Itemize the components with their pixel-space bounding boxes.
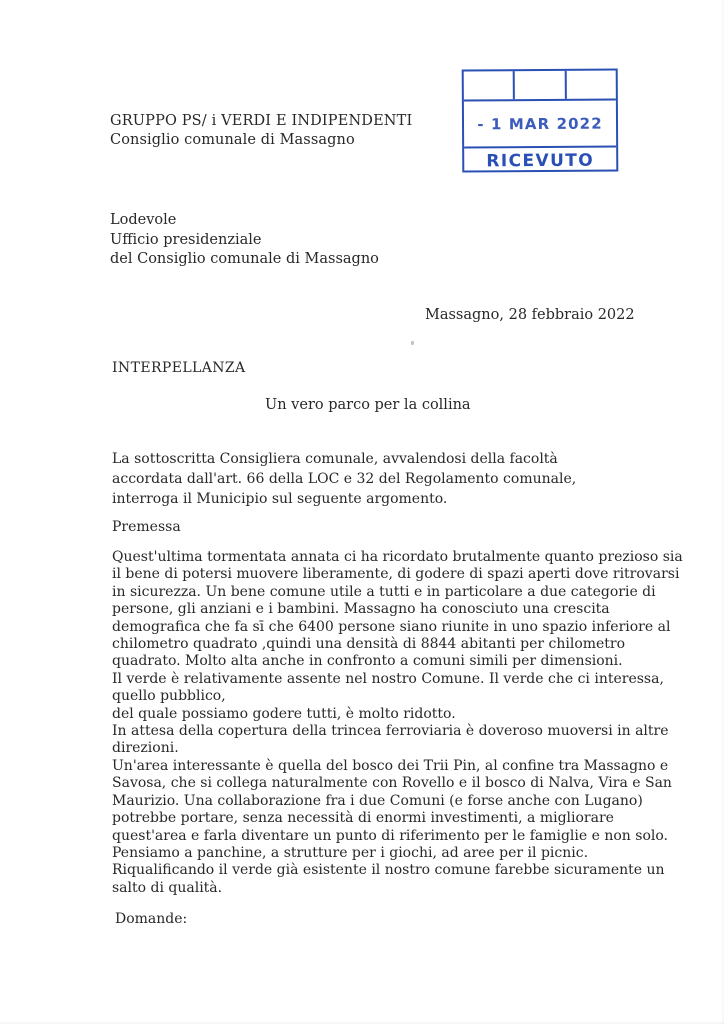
stamp-label: RICEVUTO xyxy=(486,150,595,172)
body-line: salto di qualità. xyxy=(112,879,223,896)
stamp-date: - 1 MAR 2022 xyxy=(477,114,603,133)
recipient-block xyxy=(110,211,379,270)
place-and-date: Massagno, 28 febbraio 2022 xyxy=(425,307,635,323)
body-line: demografica che fa sī che 6400 persone siano riunite in uno spazio inferiore al xyxy=(112,618,671,635)
stamp-top-row xyxy=(464,71,616,102)
body-line: Savosa, che si collega naturalmente con Rovello e il bosco di Nalva, Vira e San xyxy=(112,775,672,792)
body-line: potrebbe portare, senza necessità di enormi investimenti, a migliorare xyxy=(112,810,614,827)
body-line: quello pubblico, xyxy=(112,688,226,705)
body-line: in sicurezza. Un bene comune utile a tutti e in particolare a due categorie di xyxy=(112,583,656,600)
body-line: Quest'ultima tormentata annata ci ha ricordato brutalmente quanto prezioso sia xyxy=(112,549,683,565)
stamp-cell-2 xyxy=(515,71,566,99)
body-line: In attesa della copertura della trincea ferroviaria è doveroso muoversi in altre xyxy=(112,723,669,740)
body-line: direzioni. xyxy=(112,740,179,757)
recipient-office: Ufficio presidenziale xyxy=(110,231,262,248)
body-line: il bene di potersi muovere liberamente, di godere di spazi aperti dove ritrovarsi xyxy=(112,566,680,583)
body-line: Riqualificando il verde già esistente il nostro comune farebbe sicuramente un xyxy=(112,862,665,879)
body-line: Maurizio. Una collaborazione fra i due Comuni (e forse anche con Lugano) xyxy=(112,792,643,809)
body-line: Pensiamo a panchine, a strutture per i giochi, ad aree per il picnic. xyxy=(112,844,589,861)
body-line: Un'area interessante è quella del bosco dei Trii Pin, al confine tra Massagno e xyxy=(112,757,669,774)
letterhead-council-name: Consiglio comunale di Massagno xyxy=(110,132,355,148)
body-line: quest'area e farla diventare un punto di riferimento per le famiglie e non solo. xyxy=(112,827,668,844)
page-title: Un vero parco per la collina xyxy=(265,397,471,413)
recipient-council: del Consiglio comunale di Massagno xyxy=(110,251,379,267)
body-line: chilometro quadrato ,quindi una densità di 8844 abitanti per chilometro xyxy=(112,636,626,653)
letterhead xyxy=(110,112,412,150)
body-text xyxy=(112,549,683,897)
questions-label: Domande: xyxy=(115,911,188,927)
intro-paragraph: La sottoscritta Consigliera comunale, avvalendosi della facoltà accordata dall'art. 66 della LOC e 32 del Regolamento comunale, interroga il Municipio sul seguente argomento. xyxy=(112,451,577,507)
body-line: Il verde è relativamente assente nel nostro Comune. Il verde che ci interessa, xyxy=(112,670,664,687)
stamp-cell-3 xyxy=(566,71,615,99)
received-stamp xyxy=(462,69,619,173)
stamp-date-row xyxy=(464,101,616,149)
body-line: persone, gli anziani e i bambini. Massagno ha conosciuto una crescita xyxy=(112,601,610,618)
document-type: INTERPELLANZA xyxy=(112,360,246,376)
recipient-salutation: Lodevole xyxy=(110,212,177,228)
stamp-cell-1 xyxy=(464,71,515,99)
body-line: del quale possiamo godere tutti, è molto ridotto. xyxy=(112,705,456,722)
body-line: quadrato. Molto alta anche in confronto a comuni simili per dimensioni. xyxy=(112,653,623,670)
scan-speck xyxy=(411,341,414,345)
section-heading-premessa: Premessa xyxy=(112,519,181,535)
letterhead-group-name: GRUPPO PS/ i VERDI E INDIPENDENTI xyxy=(110,113,413,129)
stamp-label-row xyxy=(464,148,616,175)
